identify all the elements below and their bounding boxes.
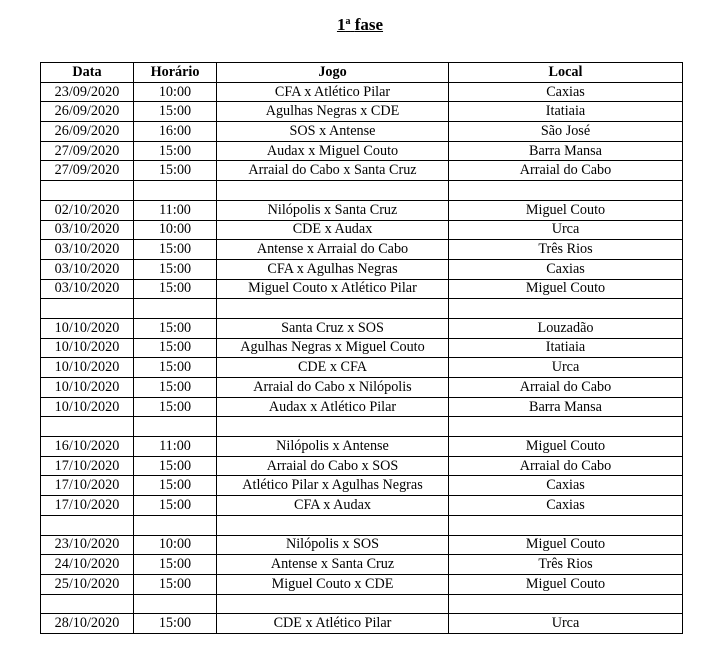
table-row <box>41 378 683 398</box>
header-place: Local <box>449 63 683 83</box>
time-cell: 10:00 <box>134 535 217 555</box>
table-row <box>41 82 683 102</box>
place-cell: Caxias <box>449 259 683 279</box>
date-cell: 17/10/2020 <box>41 456 134 476</box>
date-cell: 10/10/2020 <box>41 338 134 358</box>
table-row <box>41 141 683 161</box>
time-cell: 15:00 <box>134 259 217 279</box>
time-cell: 10:00 <box>134 82 217 102</box>
date-cell <box>41 181 134 201</box>
time-cell: 15:00 <box>134 141 217 161</box>
place-cell <box>449 417 683 437</box>
title-number: 1 <box>336 15 346 34</box>
game-cell: CDE x Audax <box>217 220 449 240</box>
game-cell: CDE x CFA <box>217 358 449 378</box>
game-cell: CFA x Atlético Pilar <box>217 82 449 102</box>
place-cell: Louzadão <box>449 318 683 338</box>
place-cell <box>449 299 683 319</box>
date-cell: 03/10/2020 <box>41 259 134 279</box>
table-row <box>41 614 683 634</box>
game-cell: Atlético Pilar x Agulhas Negras <box>217 476 449 496</box>
table-row <box>41 555 683 575</box>
place-cell: Barra Mansa <box>449 397 683 417</box>
game-cell: Audax x Miguel Couto <box>217 141 449 161</box>
time-cell: 15:00 <box>134 476 217 496</box>
place-cell: Barra Mansa <box>449 141 683 161</box>
table-row <box>41 476 683 496</box>
table-row <box>41 456 683 476</box>
time-cell: 11:00 <box>134 437 217 457</box>
date-cell: 25/10/2020 <box>41 574 134 594</box>
date-cell: 10/10/2020 <box>41 358 134 378</box>
time-cell: 15:00 <box>134 397 217 417</box>
table-row <box>41 240 683 260</box>
title-word: fase <box>354 15 384 34</box>
table-row <box>41 535 683 555</box>
date-cell <box>41 515 134 535</box>
place-cell: São José <box>449 122 683 142</box>
table-spacer-row <box>41 594 683 614</box>
date-cell: 03/10/2020 <box>41 279 134 299</box>
table-row <box>41 200 683 220</box>
time-cell: 15:00 <box>134 378 217 398</box>
game-cell: CDE x Atlético Pilar <box>217 614 449 634</box>
time-cell <box>134 594 217 614</box>
game-cell: Santa Cruz x SOS <box>217 318 449 338</box>
place-cell <box>449 181 683 201</box>
date-cell: 10/10/2020 <box>41 318 134 338</box>
place-cell: Urca <box>449 220 683 240</box>
page-title <box>0 15 720 35</box>
date-cell: 10/10/2020 <box>41 378 134 398</box>
place-cell: Arraial do Cabo <box>449 456 683 476</box>
time-cell <box>134 515 217 535</box>
table-row <box>41 279 683 299</box>
place-cell: Miguel Couto <box>449 200 683 220</box>
table-row <box>41 496 683 516</box>
date-cell: 03/10/2020 <box>41 220 134 240</box>
game-cell <box>217 515 449 535</box>
place-cell: Caxias <box>449 476 683 496</box>
place-cell: Urca <box>449 358 683 378</box>
game-cell <box>217 594 449 614</box>
header-row <box>41 63 683 83</box>
table-spacer-row <box>41 417 683 437</box>
date-cell: 27/09/2020 <box>41 141 134 161</box>
date-cell: 24/10/2020 <box>41 555 134 575</box>
table-spacer-row <box>41 515 683 535</box>
date-cell: 28/10/2020 <box>41 614 134 634</box>
table-row <box>41 318 683 338</box>
place-cell: Miguel Couto <box>449 437 683 457</box>
place-cell: Três Rios <box>449 555 683 575</box>
place-cell: Três Rios <box>449 240 683 260</box>
table-row <box>41 358 683 378</box>
game-cell: SOS x Antense <box>217 122 449 142</box>
time-cell: 15:00 <box>134 358 217 378</box>
date-cell: 27/09/2020 <box>41 161 134 181</box>
game-cell <box>217 299 449 319</box>
place-cell: Itatiaia <box>449 338 683 358</box>
table-row <box>41 220 683 240</box>
table-row <box>41 259 683 279</box>
date-cell: 17/10/2020 <box>41 496 134 516</box>
place-cell <box>449 515 683 535</box>
time-cell: 15:00 <box>134 338 217 358</box>
time-cell: 15:00 <box>134 574 217 594</box>
date-cell: 10/10/2020 <box>41 397 134 417</box>
date-cell <box>41 417 134 437</box>
time-cell: 15:00 <box>134 102 217 122</box>
time-cell: 15:00 <box>134 456 217 476</box>
time-cell: 10:00 <box>134 220 217 240</box>
place-cell: Miguel Couto <box>449 574 683 594</box>
place-cell <box>449 594 683 614</box>
time-cell <box>134 299 217 319</box>
game-cell: CFA x Audax <box>217 496 449 516</box>
table-spacer-row <box>41 299 683 319</box>
time-cell: 11:00 <box>134 200 217 220</box>
table-row <box>41 102 683 122</box>
place-cell: Urca <box>449 614 683 634</box>
game-cell: Agulhas Negras x CDE <box>217 102 449 122</box>
place-cell: Miguel Couto <box>449 535 683 555</box>
game-cell: Audax x Atlético Pilar <box>217 397 449 417</box>
game-cell: CFA x Agulhas Negras <box>217 259 449 279</box>
table-row <box>41 338 683 358</box>
game-cell: Arraial do Cabo x SOS <box>217 456 449 476</box>
date-cell: 03/10/2020 <box>41 240 134 260</box>
game-cell: Miguel Couto x Atlético Pilar <box>217 279 449 299</box>
time-cell: 15:00 <box>134 614 217 634</box>
game-cell: Agulhas Negras x Miguel Couto <box>217 338 449 358</box>
table-row <box>41 122 683 142</box>
place-cell: Arraial do Cabo <box>449 161 683 181</box>
header-date: Data <box>41 63 134 83</box>
time-cell: 15:00 <box>134 161 217 181</box>
game-cell: Nilópolis x Antense <box>217 437 449 457</box>
schedule-body <box>41 82 683 633</box>
time-cell: 15:00 <box>134 555 217 575</box>
time-cell: 15:00 <box>134 496 217 516</box>
date-cell <box>41 594 134 614</box>
table-row <box>41 397 683 417</box>
game-cell: Miguel Couto x CDE <box>217 574 449 594</box>
game-cell: Antense x Arraial do Cabo <box>217 240 449 260</box>
table-row <box>41 574 683 594</box>
game-cell: Nilópolis x Santa Cruz <box>217 200 449 220</box>
game-cell: Antense x Santa Cruz <box>217 555 449 575</box>
time-cell <box>134 417 217 437</box>
title-ordinal: a <box>345 16 351 27</box>
date-cell: 17/10/2020 <box>41 476 134 496</box>
game-cell: Arraial do Cabo x Santa Cruz <box>217 161 449 181</box>
time-cell: 15:00 <box>134 318 217 338</box>
date-cell: 26/09/2020 <box>41 102 134 122</box>
schedule-table <box>40 62 683 634</box>
place-cell: Miguel Couto <box>449 279 683 299</box>
place-cell: Caxias <box>449 496 683 516</box>
date-cell: 23/09/2020 <box>41 82 134 102</box>
game-cell: Arraial do Cabo x Nilópolis <box>217 378 449 398</box>
header-time: Horário <box>134 63 217 83</box>
place-cell: Arraial do Cabo <box>449 378 683 398</box>
date-cell: 23/10/2020 <box>41 535 134 555</box>
date-cell: 16/10/2020 <box>41 437 134 457</box>
date-cell: 02/10/2020 <box>41 200 134 220</box>
time-cell <box>134 181 217 201</box>
time-cell: 16:00 <box>134 122 217 142</box>
header-game: Jogo <box>217 63 449 83</box>
table-row <box>41 161 683 181</box>
date-cell: 26/09/2020 <box>41 122 134 142</box>
date-cell <box>41 299 134 319</box>
place-cell: Caxias <box>449 82 683 102</box>
table-row <box>41 437 683 457</box>
game-cell <box>217 417 449 437</box>
time-cell: 15:00 <box>134 279 217 299</box>
table-spacer-row <box>41 181 683 201</box>
game-cell <box>217 181 449 201</box>
place-cell: Itatiaia <box>449 102 683 122</box>
game-cell: Nilópolis x SOS <box>217 535 449 555</box>
time-cell: 15:00 <box>134 240 217 260</box>
